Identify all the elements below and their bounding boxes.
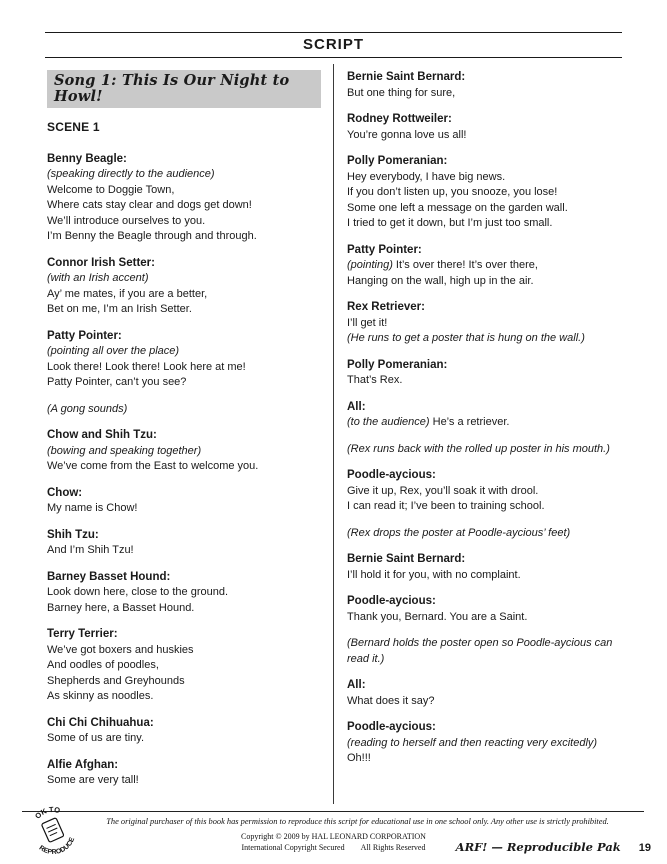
script-block xyxy=(47,152,321,245)
stage-direction: (He runs to get a poster that is hung on the wall.) xyxy=(347,332,585,344)
script-block xyxy=(347,636,621,667)
script-block xyxy=(347,154,621,232)
script-block xyxy=(47,627,321,705)
character-name: All: xyxy=(347,400,366,413)
character-name: Bernie Saint Bernard: xyxy=(347,553,466,565)
script-block xyxy=(47,428,321,475)
script-block xyxy=(347,243,621,290)
script-block xyxy=(347,300,621,347)
script-block xyxy=(347,442,621,458)
dialogue-line: And I’m Shih Tzu! xyxy=(47,544,134,556)
ok-to-reproduce-stamp xyxy=(19,796,87,864)
script-block xyxy=(347,594,621,625)
script-block xyxy=(347,526,621,542)
dialogue-line: Ay’ me mates, if you are a better, xyxy=(47,287,208,300)
dialogue-line: What does it say? xyxy=(347,694,435,707)
character-name: Rodney Rottweiler: xyxy=(347,113,452,125)
character-name: Rex Retriever: xyxy=(347,301,425,313)
stage-direction: (Bernard holds the poster open so Poodle-aycious can read it.) xyxy=(347,637,613,665)
page-number: 19 xyxy=(638,842,651,854)
stage-direction: (speaking directly to the audience) xyxy=(47,168,215,180)
script-block xyxy=(347,112,621,143)
dialogue-line: Patty Pointer, can’t you see? xyxy=(47,376,187,388)
dialogue-line: Give it up, Rex, you’ll soak it with drool. xyxy=(347,484,539,497)
stage-direction: (with an Irish accent) xyxy=(47,272,149,284)
dialogue-line: You’re gonna love us all! xyxy=(347,128,467,141)
dialogue-line: Hanging on the wall, high up in the air. xyxy=(347,274,534,287)
song-title: Song 1: This Is Our Night to Howl! xyxy=(47,70,321,108)
character-name: Connor Irish Setter: xyxy=(47,256,155,269)
rights-line: International Copyright Secured All Rights Reserved xyxy=(241,843,426,852)
character-name: Bernie Saint Bernard: xyxy=(347,71,466,83)
script-block xyxy=(347,552,621,583)
script-block xyxy=(347,678,621,709)
script-block xyxy=(47,329,321,391)
stage-direction-inline: (to the audience) xyxy=(347,416,430,428)
book-brand: ARF! — Reproducible Pak xyxy=(455,840,621,854)
character-name: Poodle-aycious: xyxy=(347,595,436,607)
character-name: Chow: xyxy=(47,486,83,499)
dialogue-line: Shepherds and Greyhounds xyxy=(47,674,185,687)
left-column-blocks xyxy=(47,152,321,789)
stage-direction: (A gong sounds) xyxy=(47,402,128,415)
dialogue-line: I’ll hold it for you, with no complaint. xyxy=(347,568,521,581)
character-name: Chow and Shih Tzu: xyxy=(47,429,157,441)
footer-brand-row xyxy=(456,840,651,854)
page-header xyxy=(45,32,622,58)
dialogue-line: As skinny as noodles. xyxy=(47,690,154,702)
dialogue-line: And oodles of poodles, xyxy=(47,659,159,671)
dialogue-line: (pointing) It’s over there! It’s over there, xyxy=(347,259,538,271)
dialogue-line: We’ll introduce ourselves to you. xyxy=(47,214,206,227)
dialogue-line: Bet on me, I’m an Irish Setter. xyxy=(47,303,192,315)
character-name: Polly Pomeranian: xyxy=(347,358,448,371)
page-title: SCRIPT xyxy=(302,36,364,53)
dialogue-line: That’s Rex. xyxy=(347,374,403,386)
character-name: Poodle-aycious: xyxy=(347,721,436,733)
stage-direction: (Rex runs back with the rolled up poster in his mouth.) xyxy=(347,442,610,455)
dialogue-line: Where cats stay clear and dogs get down! xyxy=(47,199,252,211)
stamp-bottom-text: REPRODUCE xyxy=(37,836,77,857)
character-name: All: xyxy=(347,679,366,691)
dialogue-line: Some of us are tiny. xyxy=(47,732,145,744)
script-block xyxy=(347,720,621,767)
dialogue-line: My name is Chow! xyxy=(47,502,138,514)
character-name: Benny Beagle: xyxy=(47,152,127,165)
script-block xyxy=(347,70,621,101)
dialogue-line: Thank you, Bernard. You are a Saint. xyxy=(347,610,528,623)
dialogue-line: Welcome to Doggie Town, xyxy=(47,183,175,196)
character-name: Barney Basset Hound: xyxy=(47,570,171,583)
right-column-blocks xyxy=(347,70,621,767)
dialogue-line: Some are very tall! xyxy=(47,774,139,786)
character-name: Chi Chi Chihuahua: xyxy=(47,716,154,729)
character-name: Polly Pomeranian: xyxy=(347,155,448,167)
script-block xyxy=(47,528,321,559)
dialogue-line: We’ve come from the East to welcome you. xyxy=(47,460,259,472)
dialogue-line: But one thing for sure, xyxy=(347,86,456,99)
stage-direction: (bowing and speaking together) xyxy=(47,444,202,457)
dialogue-line: I can read it; I’ve been to training school. xyxy=(347,500,545,512)
script-block xyxy=(347,468,621,515)
permission-notice: The original purchaser of this book has permission to reproduce this script for educational use in one school only. Any other use is strictly prohibited. xyxy=(106,817,609,826)
script-block xyxy=(47,716,321,747)
svg-text:OK TO xyxy=(32,802,63,822)
right-column xyxy=(347,70,621,778)
character-name: Shih Tzu: xyxy=(47,528,99,541)
header-bottom-rule xyxy=(45,57,622,58)
character-name: Patty Pointer: xyxy=(47,329,122,342)
copyright-line: Copyright © 2009 by HAL LEONARD CORPORATION xyxy=(241,832,426,841)
character-name: Poodle-aycious: xyxy=(347,469,436,481)
scene-label: SCENE 1 xyxy=(47,120,100,134)
stage-direction-inline: (pointing) xyxy=(347,259,393,271)
stage-direction: (reading to herself and then reacting very excitedly) xyxy=(347,736,598,749)
dialogue-line: Barney here, a Basset Hound. xyxy=(47,601,195,614)
dialogue-line: Oh!!! xyxy=(347,752,371,764)
dialogue-line: If you don’t listen up, you snooze, you lose! xyxy=(347,186,558,198)
dialogue-line: I’m Benny the Beagle through and through. xyxy=(47,230,257,242)
character-name: Alfie Afghan: xyxy=(47,758,119,771)
dialogue-line: We’ve got boxers and huskies xyxy=(47,643,194,656)
dialogue-line: I tried to get it down, but I’m just too small. xyxy=(347,217,553,229)
stamp-top-text: OK TO xyxy=(33,804,61,821)
stage-direction: (pointing all over the place) xyxy=(47,345,180,357)
script-block xyxy=(47,402,321,418)
script-block xyxy=(347,358,621,389)
dialogue-line: Some one left a message on the garden wall. xyxy=(347,201,568,214)
dialogue-line: I’ll get it! xyxy=(347,316,388,329)
character-name: Terry Terrier: xyxy=(47,628,118,640)
dialogue-line: Look there! Look there! Look here at me! xyxy=(47,360,246,373)
script-block xyxy=(347,400,621,431)
dialogue-line: Hey everybody, I have big news. xyxy=(347,170,506,183)
script-block xyxy=(47,758,321,789)
column-divider xyxy=(333,64,334,804)
script-block xyxy=(47,256,321,318)
script-block xyxy=(47,570,321,617)
left-column xyxy=(47,70,321,800)
dialogue-line: (to the audience) He’s a retriever. xyxy=(347,416,510,428)
footer-rule xyxy=(22,811,644,812)
stage-direction: (Rex drops the poster at Poodle-aycious’ feet) xyxy=(347,526,571,539)
script-block xyxy=(47,486,321,517)
dialogue-line: Look down here, close to the ground. xyxy=(47,586,229,598)
character-name: Patty Pointer: xyxy=(347,243,422,256)
